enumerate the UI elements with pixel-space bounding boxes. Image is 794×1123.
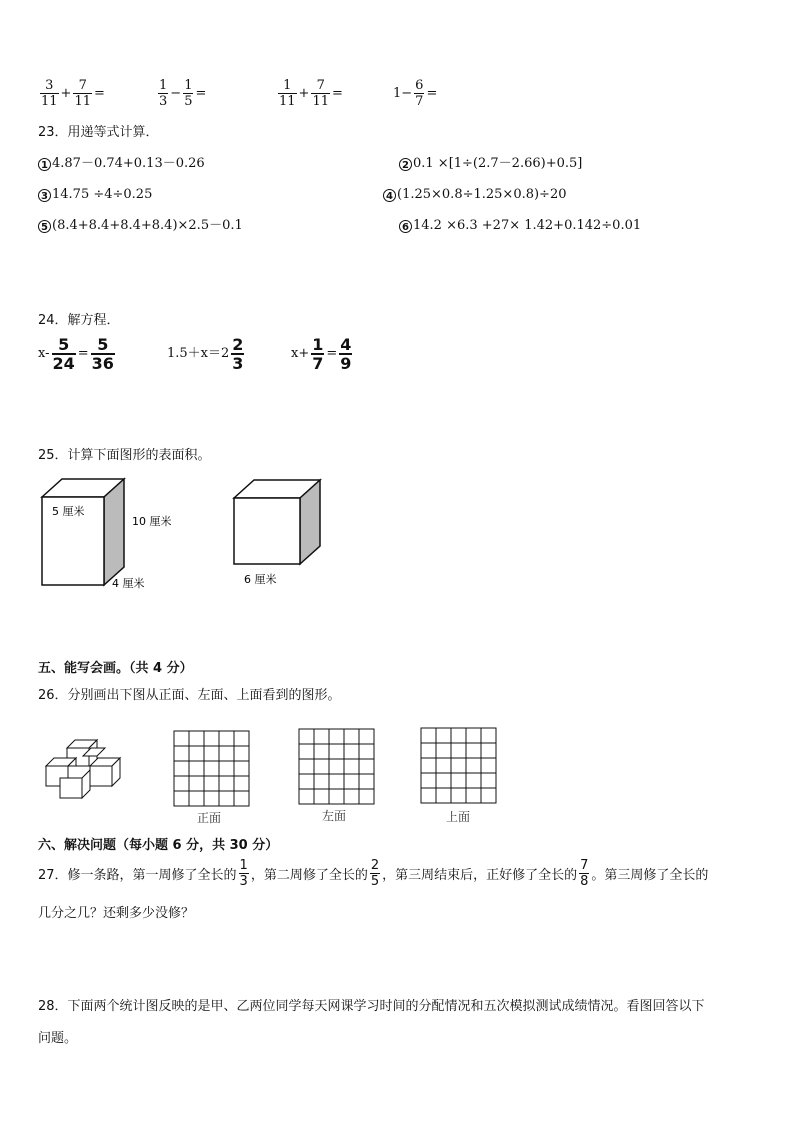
q23-item-5: 5 (8.4+8.4+8.4+8.4)×2.5－0.1 [38,218,243,234]
q23-item-6: 6 14.2 ×6.3 +27× 1.42+0.142÷0.01 [399,218,641,234]
fraction: $\frac{1}{3}$ [239,858,248,889]
circled-number: 6 [399,220,412,233]
circled-number: 5 [38,220,51,233]
circled-number: 1 [38,158,51,171]
prism-width-label: 5 厘米 [52,505,85,518]
section-6-heading: 六、解决问题（每小题 6 分，共 30 分） [38,838,279,853]
q23-item-3: 3 14.75 ÷4÷0.25 [38,187,152,203]
fraction-exercise-2: $\frac{1}{3}$ − $\frac{1}{5}$ = [159,78,207,109]
q23-item-1: 1 4.87－0.74+0.13－0.26 [38,156,205,172]
fraction: $\frac{7}{11}$ [312,78,329,109]
prism-height-label: 10 厘米 [132,515,172,528]
q27-line-1: 27．修一条路，第一周修了全长的 $\frac{1}{3}$ ，第二周修了全长的 $\frac{2}{5}$ ，第三周结束后，正好修了全长的 $\frac{7}{8}$ 。第三周修了全长的 [38,858,709,889]
fraction: $\frac{1}{7}$ [312,335,324,373]
fraction: $\frac{2}{3}$ [232,335,244,373]
circled-number: 2 [399,158,412,171]
fraction-exercise-4: 1− $\frac{6}{7}$ = [393,78,438,109]
grid-label-top: 上面 [446,810,471,824]
q23-title: 23．用递等式计算． [38,125,159,140]
fraction: $\frac{1}{3}$ [159,78,168,109]
top-view-grid [419,726,499,826]
fraction: $\frac{5}{24}$ [52,335,75,373]
cube-stack-figure [42,736,124,802]
equation-2: 1.5＋x＝2 $\frac{2}{3}$ [167,335,244,373]
q24-title: 24．解方程． [38,313,120,328]
grid-label-front: 正面 [197,811,222,825]
cube-edge-label: 6 厘米 [244,573,277,586]
q28-line-2: 问题。 [38,1031,78,1046]
circled-number: 4 [383,189,396,202]
fraction: $\frac{3}{11}$ [41,78,58,109]
fraction: $\frac{1}{11}$ [279,78,296,109]
fraction-exercise-1: $\frac{3}{11}$ + $\frac{7}{11}$ = [41,78,105,109]
left-view-grid [297,727,377,827]
q23-item-2: 2 0.1 ×[1÷(2.7－2.66)+0.5] [399,156,582,172]
fraction: $\frac{6}{7}$ [415,78,424,109]
front-view-grid [172,729,252,829]
q26-title: 26．分别画出下图从正面、左面、上面看到的图形。 [38,688,341,703]
cube-figure [228,476,338,594]
section-5-heading: 五、能写会画。（共 4 分） [38,661,193,676]
rectangular-prism-figure [38,475,188,595]
equation-1: x- $\frac{5}{24}$ = $\frac{5}{36}$ [38,335,114,373]
fraction-exercise-3: $\frac{1}{11}$ + $\frac{7}{11}$ = [279,78,343,109]
fraction: $\frac{1}{5}$ [184,78,193,109]
q27-line-2: 几分之几？还剩多少没修？ [38,906,195,921]
fraction: $\frac{7}{8}$ [580,858,589,889]
q23-item-4: 4 (1.25×0.8÷1.25×0.8)÷20 [383,187,567,203]
equation-3: x+ $\frac{1}{7}$ = $\frac{4}{9}$ [291,335,352,373]
fraction: $\frac{5}{36}$ [91,335,114,373]
prism-depth-label: 4 厘米 [112,577,145,590]
fraction: $\frac{7}{11}$ [74,78,91,109]
fraction: $\frac{4}{9}$ [340,335,352,373]
q28-line-1: 28．下面两个统计图反映的是甲、乙两位同学每天网课学习时间的分配情况和五次模拟测试成绩情况。看图回答以下 [38,999,705,1014]
grid-label-left: 左面 [322,809,347,823]
circled-number: 3 [38,189,51,202]
q25-title: 25．计算下面图形的表面积。 [38,448,211,463]
fraction: $\frac{2}{5}$ [370,858,380,889]
